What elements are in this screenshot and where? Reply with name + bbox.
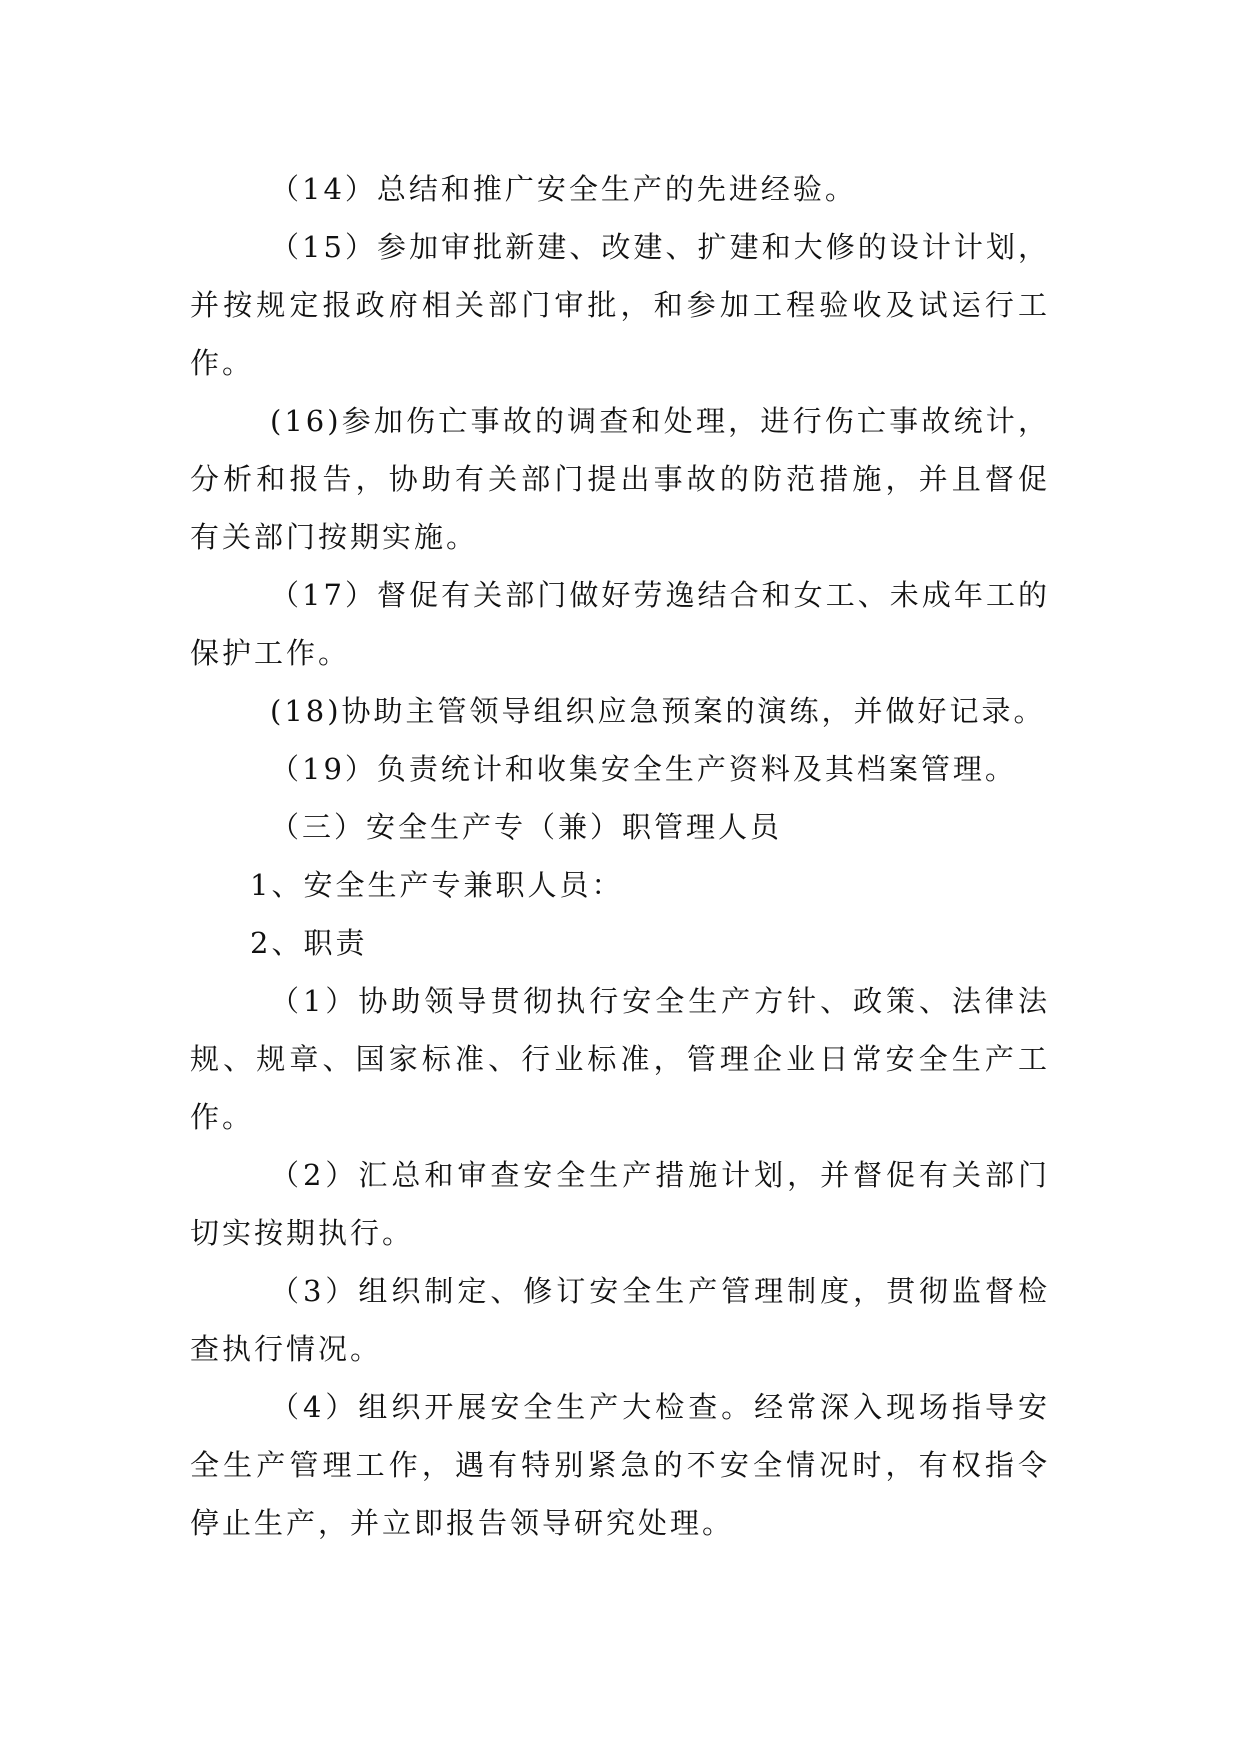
duty-item-4: （4）组织开展安全生产大检查。经常深入现场指导安全生产管理工作，遇有特别紧急的不安全情况时，有权指令停止生产，并立即报告领导研究处理。 [190,1390,1050,1540]
duty-item-1: （1）协助领导贯彻执行安全生产方针、政策、法律法规、规章、国家标准、行业标准，管理企业日常安全生产工作。 [190,984,1050,1134]
paragraph-item-17: （17）督促有关部门做好劳逸结合和女工、未成年工的保护工作。 [190,578,1050,670]
duty-item-2: （2）汇总和审查安全生产措施计划，并督促有关部门切实按期执行。 [190,1158,1050,1250]
document-body [190,160,1050,1552]
paragraph-item-15: （15）参加审批新建、改建、扩建和大修的设计计划，并按规定报政府相关部门审批，和参加工程验收及试运行工作。 [190,230,1050,380]
duty-item-3: （3）组织制定、修订安全生产管理制度，贯彻监督检查执行情况。 [190,1274,1050,1366]
section-heading-3: （三）安全生产专（兼）职管理人员 [270,810,783,844]
paragraph-item-14: （14）总结和推广安全生产的先进经验。 [270,172,857,206]
subsection-heading-2: 2、职责 [250,926,368,960]
paragraph-item-19: （19）负责统计和收集安全生产资料及其档案管理。 [270,752,1017,786]
paragraph-item-16: (16)参加伤亡事故的调查和处理，进行伤亡事故统计，分析和报告，协助有关部门提出事故的防范措施，并且督促有关部门按期实施。 [190,404,1050,554]
subsection-heading-1: 1、安全生产专兼职人员： [250,868,624,902]
paragraph-item-18: (18)协助主管领导组织应急预案的演练，并做好记录。 [270,694,1046,728]
